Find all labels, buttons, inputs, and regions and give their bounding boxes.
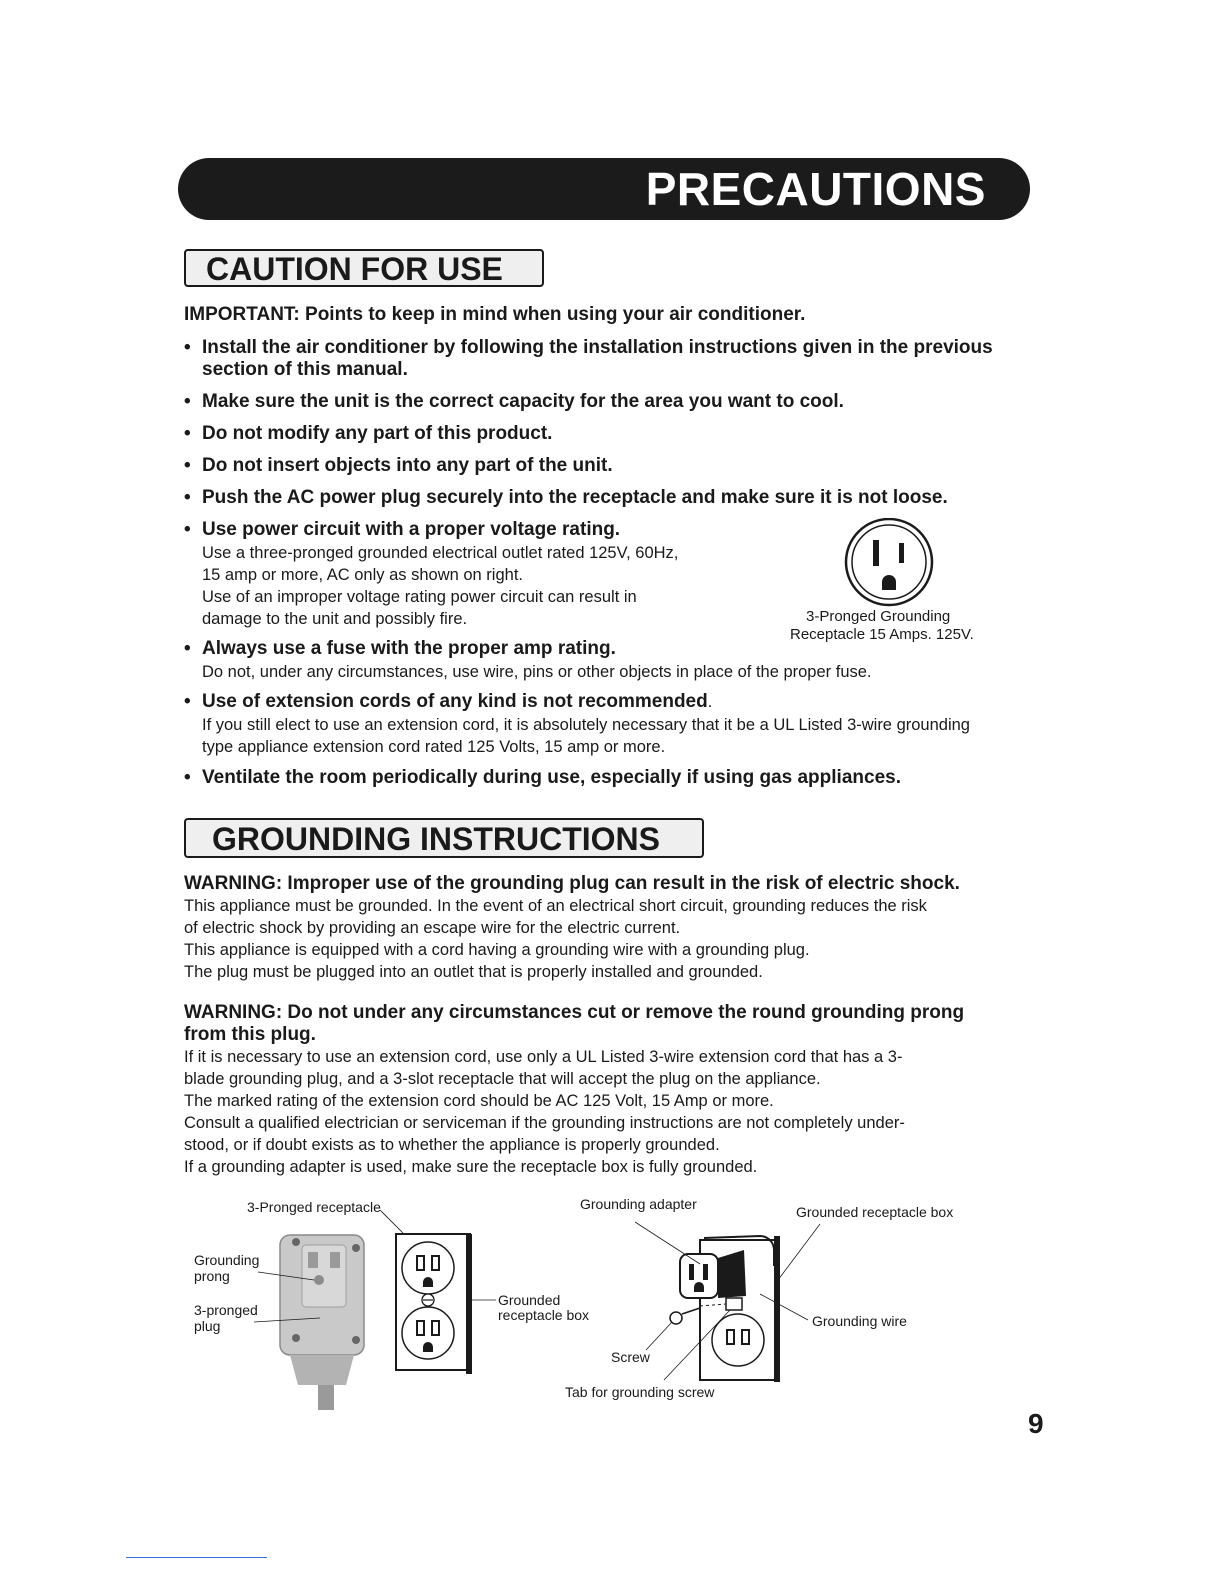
bullet-modify: Do not modify any part of this product. (202, 423, 553, 444)
adapter-tab (726, 1298, 742, 1310)
lower-outlet-slot-left (727, 1330, 734, 1344)
plug-blade-left (308, 1252, 318, 1268)
warning-1-body (184, 895, 927, 983)
receptacle-caption-1: 3-Pronged Grounding (806, 608, 951, 625)
warning-2-body (184, 1046, 905, 1178)
three-prong-plug-illustration (280, 1235, 364, 1410)
plug-rivet-bottom-right (352, 1336, 360, 1344)
adapter-slot-right (703, 1264, 708, 1280)
label-screw: Screw (611, 1349, 650, 1365)
plug-blade-right (330, 1252, 340, 1268)
adapter-body (718, 1250, 746, 1298)
plug-ground-prong (314, 1275, 324, 1285)
label-grounding-adapter: Grounding adapter (580, 1196, 697, 1212)
adapter-lower-outlet (712, 1314, 764, 1366)
adapter-ground-hole (694, 1282, 704, 1292)
bullet-extension-body (202, 714, 970, 758)
bullet-symbol: • (184, 337, 191, 358)
receptacle-slot-left (873, 540, 879, 566)
label-three-pronged-receptacle: 3-Pronged receptacle (247, 1199, 381, 1215)
label-grounding-prong-2: prong (194, 1268, 230, 1284)
grounding-adapter-illustration (670, 1236, 780, 1382)
outlet-top-slot-right (432, 1256, 439, 1270)
bullet-symbol: • (184, 767, 191, 788)
voltage-line4: damage to the unit and possibly fire. (202, 610, 468, 628)
bullet-install (202, 337, 993, 381)
label-tab-grounding-screw: Tab for grounding screw (565, 1384, 715, 1400)
grounding-diagram (180, 1190, 1000, 1410)
voltage-line3: Use of an improper voltage rating power circuit can result in (202, 588, 637, 606)
bullet-install-line1: Install the air conditioner by following the installation instructions given in the previous (202, 337, 993, 358)
bullet-extension-title-row (202, 691, 712, 713)
outlet-top-slot-left (417, 1256, 424, 1270)
warning-1-line2: of electric shock by providing an escape wire for the electric current. (184, 919, 681, 937)
label-grounding-wire: Grounding wire (812, 1313, 907, 1329)
voltage-line1: Use a three-pronged grounded electrical outlet rated 125V, 60Hz, (202, 544, 679, 562)
bullet-symbol: • (184, 691, 191, 712)
leader-screw (646, 1322, 672, 1350)
bullet-ventilate: Ventilate the room periodically during use, especially if using gas appliances. (202, 767, 901, 788)
warning-2-title-line1: WARNING: Do not under any circumstances cut or remove the round grounding prong (184, 1002, 965, 1023)
bullet-extension-period: . (707, 693, 713, 711)
bullet-fuse-body: Do not, under any circumstances, use wire, pins or other objects in place of the proper fuse. (202, 663, 872, 681)
bullet-voltage-body (202, 542, 762, 630)
label-three-pronged-plug-2: plug (194, 1318, 221, 1334)
section-heading-grounding (184, 818, 704, 858)
bullet-symbol: • (184, 487, 191, 508)
section-title-grounding: GROUNDING INSTRUCTIONS (212, 821, 660, 857)
bullet-extension-title: Use of extension cords of any kind is not recommended (202, 691, 708, 712)
bullet-capacity: Make sure the unit is the correct capacity for the area you want to cool. (202, 391, 844, 412)
receptacle-illustration (842, 518, 938, 608)
adapter-slot-left (689, 1264, 694, 1280)
warning-2-title-line2: from this plug. (184, 1024, 316, 1045)
receptacle-slot-right (899, 543, 904, 563)
leader-grounded-box (778, 1224, 820, 1280)
bullet-symbol: • (184, 638, 191, 659)
receptacle-caption-2: Receptacle 15 Amps. 125V. (790, 626, 974, 643)
receptacle-ground-hole (882, 575, 896, 590)
plug-rivet-top-left (292, 1238, 300, 1246)
label-grounded-receptacle-box: Grounded receptacle box (796, 1204, 954, 1220)
bullet-voltage-title: Use power circuit with a proper voltage rating. (202, 519, 621, 540)
bullet-install-line2: section of this manual. (202, 359, 408, 380)
adapter-screw-shaft (682, 1308, 700, 1314)
label-grounded-box-1: Grounded (498, 1292, 561, 1308)
section-title-caution: CAUTION FOR USE (206, 251, 503, 287)
lower-outlet-slot-right (742, 1330, 749, 1344)
duplex-receptacle-illustration (396, 1234, 472, 1374)
warning-2-line1: If it is necessary to use an extension cord, use only a UL Listed 3-wire extension cord that has a 3- (184, 1048, 903, 1066)
outlet-bottom-slot-left (417, 1321, 424, 1335)
plug-rivet-top-right (352, 1244, 360, 1252)
label-grounded-box-2: receptacle box (498, 1307, 590, 1323)
bullet-symbol: • (184, 455, 191, 476)
warning-1-line3: This appliance is equipped with a cord having a grounding wire with a grounding plug. (184, 941, 810, 959)
page-number: 9 (1028, 1408, 1044, 1439)
warning-2-line4: Consult a qualified electrician or serviceman if the grounding instructions are not completely under- (184, 1114, 905, 1132)
outlet-bottom-ground (423, 1342, 433, 1352)
label-three-pronged-plug-1: 3-pronged (194, 1302, 258, 1318)
important-note: IMPORTANT: Points to keep in mind when using your air conditioner. (184, 304, 806, 325)
extension-line1: If you still elect to use an extension cord, it is absolutely necessary that it be a UL Listed 3-wire grounding (202, 716, 970, 734)
page-header-banner (178, 158, 1030, 220)
label-grounding-prong-1: Grounding (194, 1252, 260, 1268)
warning-1-line4: The plug must be plugged into an outlet that is properly installed and grounded. (184, 963, 763, 981)
bullet-symbol: • (184, 423, 191, 444)
warning-1-title: WARNING: Improper use of the grounding plug can result in the risk of electric shock. (184, 873, 960, 894)
leader-adapter (635, 1222, 700, 1264)
plug-neck (290, 1355, 354, 1385)
footer-divider (126, 1557, 267, 1558)
voltage-line2: 15 amp or more, AC only as shown on right. (202, 566, 523, 584)
outlet-bottom-slot-right (432, 1321, 439, 1335)
bullet-objects: Do not insert objects into any part of the unit. (202, 455, 613, 476)
warning-2-line6: If a grounding adapter is used, make sure the receptacle box is fully grounded. (184, 1158, 758, 1176)
page-title: PRECAUTIONS (645, 163, 986, 215)
warning-2-title (184, 1002, 964, 1046)
warning-2-line5: stood, or if doubt exists as to whether the appliance is properly grounded. (184, 1136, 720, 1154)
bullet-fuse-title: Always use a fuse with the proper amp rating. (202, 638, 616, 659)
outlet-top-ground (423, 1277, 433, 1287)
warning-1-line1: This appliance must be grounded. In the event of an electrical short circuit, grounding reduces the risk (184, 897, 927, 915)
plate-shadow (466, 1234, 472, 1374)
section-heading-caution (184, 249, 544, 287)
plug-rivet-bottom-left (292, 1334, 300, 1342)
bullet-symbol: • (184, 391, 191, 412)
bullet-plug: Push the AC power plug securely into the receptacle and make sure it is not loose. (202, 487, 948, 508)
bullet-symbol: • (184, 519, 191, 540)
warning-2-line3: The marked rating of the extension cord should be AC 125 Volt, 15 Amp or more. (184, 1092, 774, 1110)
extension-line2: type appliance extension cord rated 125 Volts, 15 amp or more. (202, 738, 666, 756)
warning-2-line2: blade grounding plug, and a 3-slot receptacle that will accept the plug on the appliance. (184, 1070, 821, 1088)
